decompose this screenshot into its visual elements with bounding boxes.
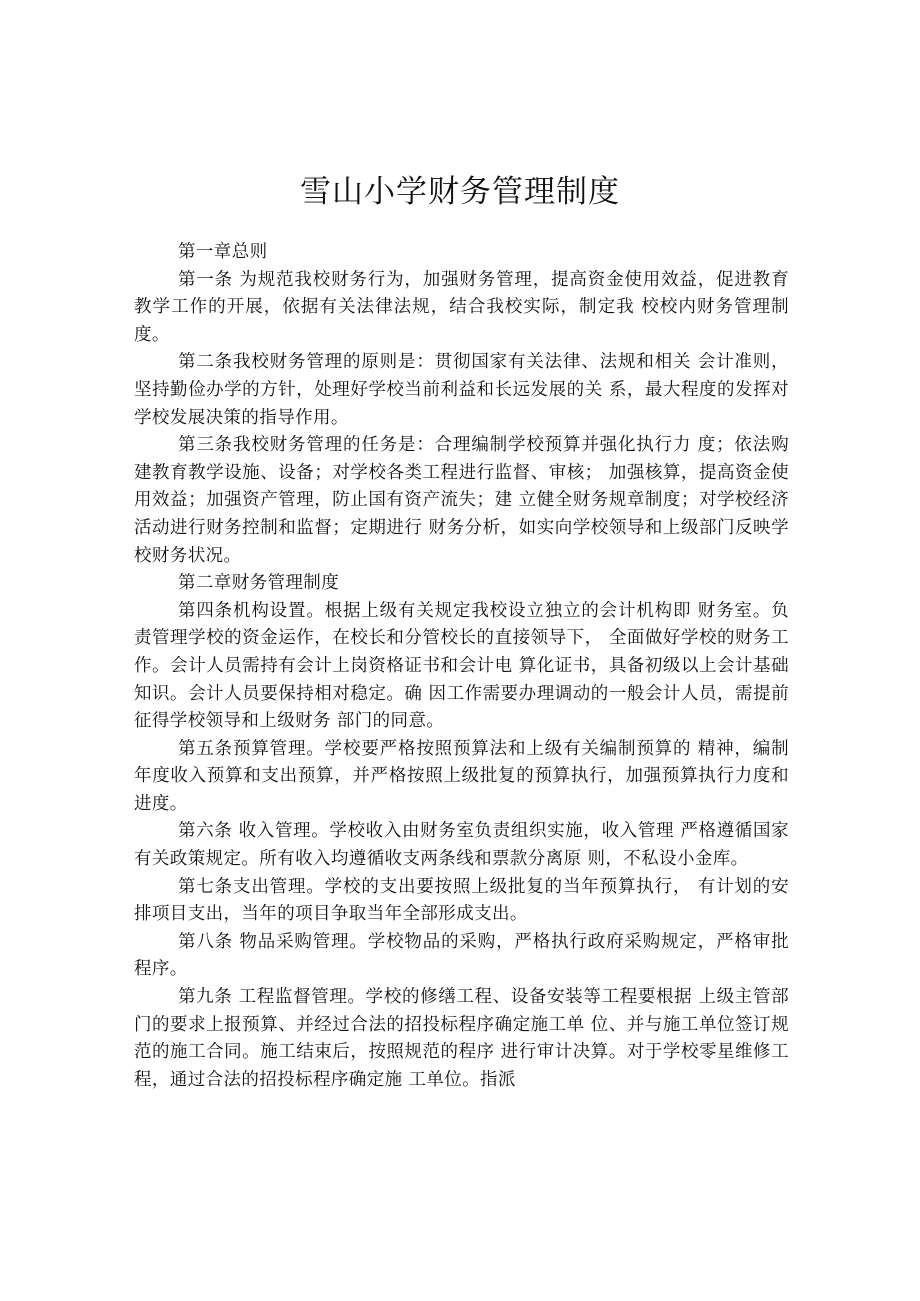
article-5-paragraph: 第五条预算管理。学校要严格按照预算法和上级有关编制预算的 精神，编制年度收入预算和支出预算，并严格按照上级批复的预算执行，加强预算执行力度和进度。 bbox=[134, 738, 789, 814]
article-6-paragraph: 第六条 收入管理。学校收入由财务室负责组织实施，收入管理 严格遵循国家有关政策规定。所有收入均遵循收支两条线和票款分离原 则，不私设小金库。 bbox=[134, 821, 789, 870]
article-3-paragraph: 第三条我校财务管理的任务是：合理编制学校预算并强化执行力 度；依法购建教育教学设施、设备；对学校各类工程进行监督、审核； 加强核算，提高资金使用效益；加强资产管理，防止国有资产流失；建 立健全财务规章制度；对学校经济活动进行财务控制和监督；定期进行 财务分析，如实向学校领导和上级部门反映学校财务状况。 bbox=[134, 435, 789, 566]
chapter-2-heading: 第二章财务管理制度 bbox=[178, 573, 340, 594]
article-1-paragraph: 第一条 为规范我校财务行为，加强财务管理，提高资金使用效益，促进教育教学工作的开展，依据有关法律法规，结合我校实际，制定我 校校内财务管理制度。 bbox=[134, 269, 789, 345]
article-2-paragraph: 第二条我校财务管理的原则是：贯彻国家有关法律、法规和相关 会计准则，坚持勤俭办学的方针，处理好学校当前利益和长远发展的关 系，最大程度的发挥对学校发展决策的指导作用。 bbox=[134, 352, 789, 428]
article-7-paragraph: 第七条支出管理。学校的支出要按照上级批复的当年预算执行， 有计划的安排项目支出，当年的项目争取当年全部形成支出。 bbox=[134, 876, 789, 925]
chapter-1-heading: 第一章总则 bbox=[178, 242, 268, 262]
document-body bbox=[134, 239, 789, 1094]
article-4-paragraph: 第四条机构设置。根据上级有关规定我校设立独立的会计机构即 财务室。负责管理学校的资金运作，在校长和分管校长的直接领导下， 全面做好学校的财务工作。会计人员需持有会计上岗资格证书和会计电 算化证书，具备初级以上会计基础知识。会计人员要保持相对稳定。确 因工作需要办理调动的一般会计人员，需提前征得学校领导和上级财务 部门的同意。 bbox=[134, 600, 789, 732]
document-title: 雪山小学财务管理制度 bbox=[300, 174, 620, 210]
article-9-paragraph: 第九条 工程监督管理。学校的修缮工程、设备安装等工程要根据 上级主管部门的要求上报预算、并经过合法的招投标程序确定施工单 位、并与施工单位签订规范的施工合同。施工结束后，按照规范的程序 进行审计决算。对于学校零星维修工程，通过合法的招投标程序确定施 工单位。指派 bbox=[134, 987, 789, 1090]
article-8-paragraph: 第八条 物品采购管理。学校物品的采购，严格执行政府采购规定，严格审批程序。 bbox=[134, 931, 789, 980]
